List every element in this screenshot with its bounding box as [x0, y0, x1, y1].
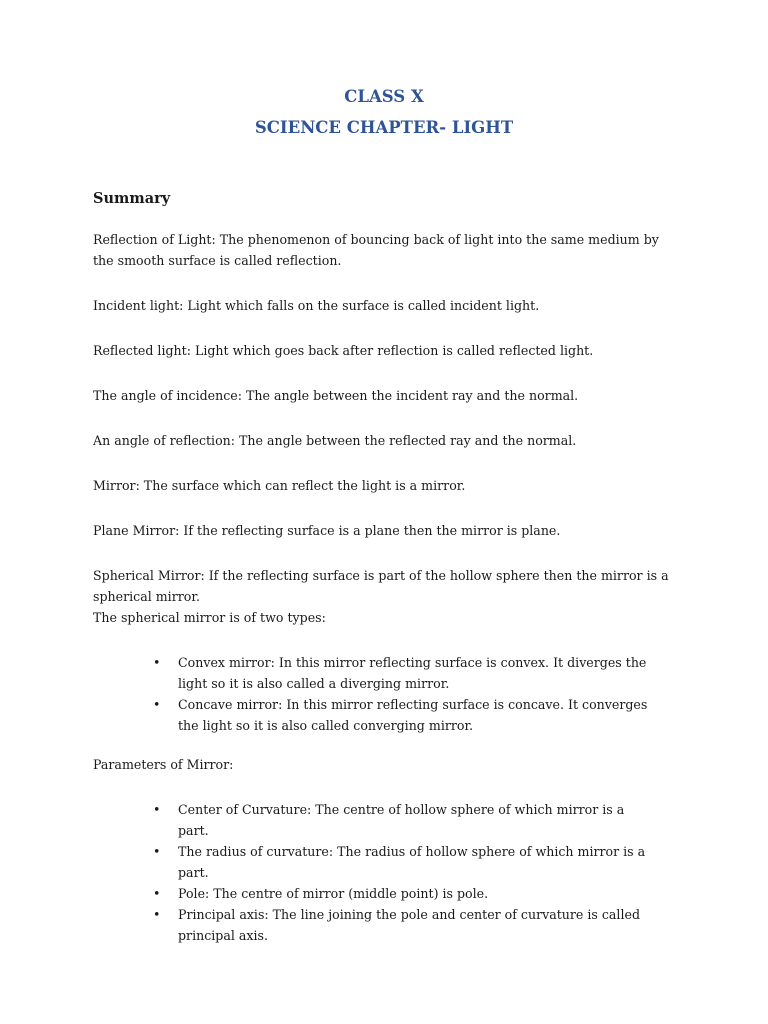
- list-item: [153, 799, 653, 841]
- list-item: [153, 883, 653, 904]
- bullet-icon: •: [153, 697, 161, 712]
- paragraph-parameters: Parameters of Mirror:: [93, 757, 234, 772]
- paragraph-plane-mirror: Plane Mirror: If the reflecting surface is a plane then the mirror is plane.: [93, 523, 561, 538]
- document-page: [93, 86, 683, 943]
- paragraph-reflected-light: Reflected light: Light which goes back after reflection is called reflected light.: [93, 343, 594, 358]
- bullet-icon: •: [153, 886, 161, 901]
- bullet-icon: •: [153, 655, 161, 670]
- summary-heading: Summary: [93, 190, 171, 207]
- list-item-text: Convex mirror: In this mirror reflecting surface is convex. It diverges the light so it is also called a diverging mirror.: [178, 655, 647, 691]
- bullet-icon: •: [153, 907, 161, 922]
- list-item: [153, 904, 653, 946]
- paragraph-angle-of-reflection: An angle of reflection: The angle between the reflected ray and the normal.: [93, 433, 577, 448]
- list-item: [153, 841, 653, 883]
- mirror-parameters-list: [153, 799, 653, 946]
- bullet-icon: •: [153, 802, 161, 817]
- class-title: CLASS X: [344, 87, 424, 106]
- paragraph-spherical-mirror: Spherical Mirror: If the reflecting surface is part of the hollow sphere then the mirror is a spherical mirror.: [93, 568, 669, 604]
- list-item: [153, 652, 653, 694]
- paragraph-mirror: Mirror: The surface which can reflect the light is a mirror.: [93, 478, 466, 493]
- paragraph-incident-light: Incident light: Light which falls on the surface is called incident light.: [93, 298, 540, 313]
- paragraph-angle-of-incidence: The angle of incidence: The angle between the incident ray and the normal.: [93, 388, 579, 403]
- list-item-text: Principal axis: The line joining the pole and center of curvature is called principal axis.: [178, 907, 641, 943]
- mirror-types-list: [153, 652, 653, 736]
- chapter-title: SCIENCE CHAPTER- LIGHT: [254, 118, 514, 137]
- paragraph-reflection: Reflection of Light: The phenomenon of bouncing back of light into the same medium by the smooth surface is called reflection.: [93, 232, 659, 268]
- list-item-text: The radius of curvature: The radius of hollow sphere of which mirror is a part.: [178, 844, 646, 880]
- paragraph-spherical-types: The spherical mirror is of two types:: [93, 610, 326, 625]
- list-item: [153, 694, 653, 736]
- list-item-text: Concave mirror: In this mirror reflecting surface is concave. It converges the light so it is also called converging mirror.: [178, 697, 648, 733]
- list-item-text: Center of Curvature: The centre of hollow sphere of which mirror is a part.: [178, 802, 625, 838]
- list-item-text: Pole: The centre of mirror (middle point) is pole.: [178, 886, 489, 901]
- bullet-icon: •: [153, 844, 161, 859]
